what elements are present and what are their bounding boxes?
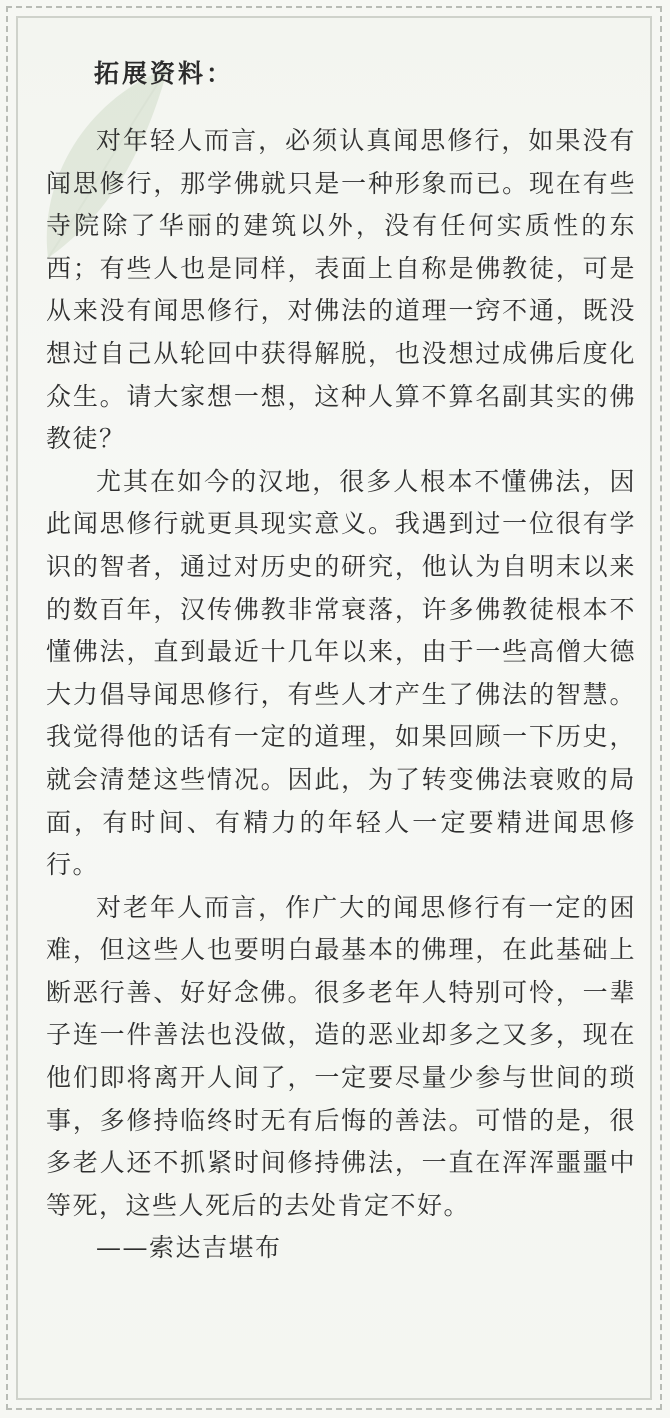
article-card [16, 16, 652, 1400]
author-signature: ——索达吉堪布 [96, 1233, 282, 1263]
paragraph-1: 对年轻人而言，必须认真闻思修行，如果没有闻思修行，那学佛就只是一种形象而已。现在有些寺院除了华丽的建筑以外，没有任何实质性的东西；有些人也是同样，表面上自称是佛教徒，可是从来没有闻思修行，对佛法的道理一窍不通，既没想过自己从轮回中获得解脱，也没想过成佛后度化众生。请大家想一想，这种人算不算名副其实的佛教徒？ [46, 126, 636, 454]
article-content [46, 54, 636, 1270]
paragraph-2: 尤其在如今的汉地，很多人根本不懂佛法，因此闻思修行就更具现实意义。我遇到过一位很有学识的智者，通过对历史的研究，他认为自明末以来的数百年，汉传佛教非常衰落，许多佛教徒根本不懂佛法，直到最近十几年以来，由于一些高僧大德大力倡导闻思修行，有些人才产生了佛法的智慧。我觉得他的话有一定的道理，如果回顾一下历史，就会清楚这些情况。因此，为了转变佛法衰败的局面，有时间、有精力的年轻人一定要精进闻思修行。 [46, 466, 636, 880]
section-heading: 拓展资料： [94, 59, 235, 88]
paragraph-3: 对老年人而言，作广大的闻思修行有一定的困难，但这些人也要明白最基本的佛理，在此基础上断恶行善、好好念佛。很多老年人特别可怜，一辈子连一件善法也没做，造的恶业却多之又多，现在他们即将离开人间了，一定要尽量少参与世间的琐事，多修持临终时无有后悔的善法。可惜的是，很多老人还不抓紧时间修持佛法，一直在浑浑噩噩中等死，这些人死后的去处肯定不好。 [46, 892, 636, 1220]
